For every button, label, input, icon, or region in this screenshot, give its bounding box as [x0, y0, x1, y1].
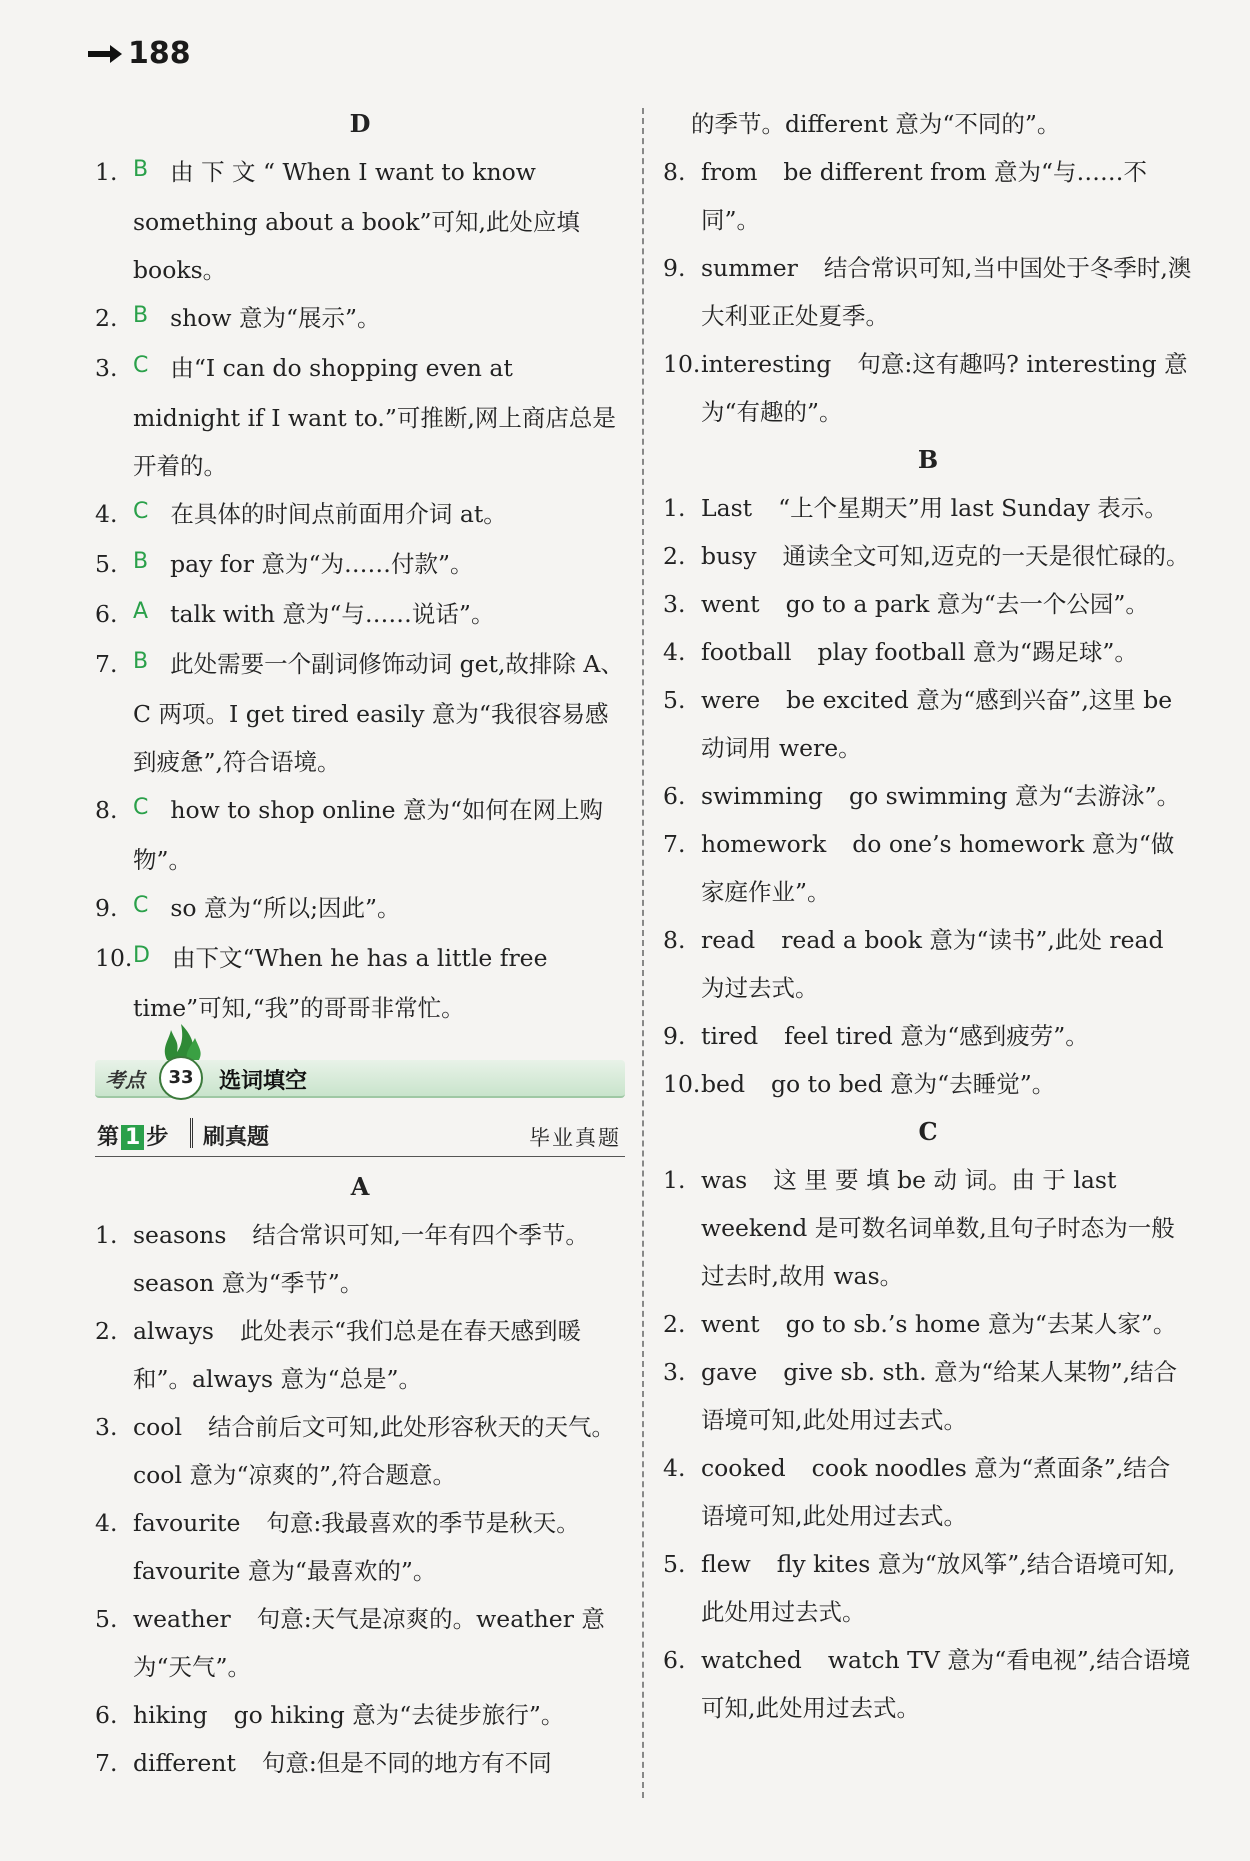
answer-word: favourite	[133, 1509, 241, 1537]
answer-item	[663, 148, 1193, 244]
item-number: 1.	[95, 1221, 118, 1249]
answer-item	[663, 628, 1193, 676]
explanation-text: 由“I can do shopping even at midnight if I want to.”可推断,网上商店总是开着的。	[133, 354, 616, 480]
answer-word: interesting	[701, 350, 832, 378]
section-d-list	[95, 148, 625, 1032]
topic-banner	[95, 1060, 625, 1098]
arrow-icon	[88, 45, 122, 63]
answer-word: football	[701, 638, 792, 666]
answer-item	[95, 540, 625, 590]
left-column	[95, 100, 625, 1787]
answer-item	[663, 580, 1193, 628]
item-number: 7.	[95, 650, 118, 678]
section-title-c: C	[918, 1117, 938, 1146]
item-number: 8.	[95, 796, 118, 824]
step-label-post: 步	[146, 1125, 169, 1150]
answer-word: went	[701, 590, 760, 618]
section-title-d: D	[349, 109, 371, 138]
answer-item	[95, 934, 625, 1032]
answer-word: tired	[701, 1022, 759, 1050]
answer-word: always	[133, 1317, 214, 1345]
answer-item	[95, 786, 625, 884]
answer-word: were	[701, 686, 761, 714]
item-number: 9.	[663, 254, 686, 282]
answer-word: bed	[701, 1070, 745, 1098]
explanation-text: 这 里 要 填 be 动 词。由 于 last weekend 是可数名词单数,且句子时态为一般过去时,故用 was。	[701, 1166, 1175, 1290]
answer-word: different	[133, 1749, 236, 1777]
topic-label: 考点	[105, 1068, 145, 1092]
answer-item	[663, 1060, 1193, 1108]
answer-word: swimming	[701, 782, 823, 810]
explanation-text: 句意:但是不同的地方有不同	[261, 1749, 552, 1777]
explanation-text: 由下文“When he has a little free time”可知,“我”的哥哥非常忙。	[133, 944, 548, 1022]
explanation-text: 结合常识可知,一年有四个季节。season 意为“季节”。	[133, 1221, 589, 1297]
answer-item	[95, 1307, 625, 1403]
answer-item	[663, 820, 1193, 916]
answer-word: cooked	[701, 1454, 786, 1482]
topic-number: 33	[159, 1056, 203, 1100]
answer-item	[663, 916, 1193, 1012]
item-number: 6.	[95, 1701, 118, 1729]
item-number: 3.	[95, 1413, 118, 1441]
step-number: 1	[121, 1125, 144, 1150]
answer-item	[95, 1403, 625, 1499]
answer-word: cool	[133, 1413, 182, 1441]
item-number: 4.	[95, 1509, 118, 1537]
answer-item	[663, 676, 1193, 772]
answer-item	[95, 884, 625, 934]
item-number: 4.	[663, 1454, 686, 1482]
section-a-list	[95, 1211, 625, 1787]
explanation-text: be different from 意为“与……不同”。	[701, 158, 1147, 234]
step-bar	[95, 1112, 625, 1157]
item-number: 8.	[663, 926, 686, 954]
section-a-list-cont	[663, 148, 1193, 436]
explanation-text: “上个星期天”用 last Sunday 表示。	[778, 494, 1168, 522]
answer-item	[663, 532, 1193, 580]
answer-word: Last	[701, 494, 753, 522]
explanation-text: 由 下 文 “ When I want to know something about a book”可知,此处应填 books。	[133, 158, 580, 284]
explanation-text: watch TV 意为“看电视”,结合语境可知,此处用过去式。	[701, 1646, 1191, 1722]
answer-item	[663, 1444, 1193, 1540]
answer-word: was	[701, 1166, 748, 1194]
answer-word: summer	[701, 254, 798, 282]
answer-item	[95, 1499, 625, 1595]
item-number: 5.	[663, 686, 686, 714]
item-number: 2.	[663, 1310, 686, 1338]
flame-icon	[157, 1022, 207, 1060]
column-divider	[642, 108, 644, 1798]
explanation-text: go to bed 意为“去睡觉”。	[771, 1070, 1056, 1098]
right-column	[663, 100, 1193, 1732]
explanation-text: show 意为“展示”。	[170, 304, 381, 332]
answer-word: read	[701, 926, 756, 954]
answer-item	[95, 1691, 625, 1739]
explanation-text: talk with 意为“与……说话”。	[170, 600, 495, 628]
answer-item	[95, 640, 625, 786]
answer-item	[95, 590, 625, 640]
explanation-text: go to a park 意为“去一个公园”。	[785, 590, 1149, 618]
answer-item	[663, 484, 1193, 532]
answer-item	[663, 1156, 1193, 1300]
answer-word: watched	[701, 1646, 802, 1674]
answer-word: flew	[701, 1550, 751, 1578]
answer-word: went	[701, 1310, 760, 1338]
item-number: 8.	[663, 158, 686, 186]
explanation-text: go swimming 意为“去游泳”。	[848, 782, 1181, 810]
answer-word: hiking	[133, 1701, 208, 1729]
answer-item	[663, 340, 1193, 436]
answer-word: homework	[701, 830, 827, 858]
answer-item	[95, 1739, 625, 1787]
item-number: 9.	[95, 894, 118, 922]
choice-letter: D	[133, 943, 150, 968]
section-b-list	[663, 484, 1193, 1108]
step-label	[97, 1120, 168, 1151]
choice-letter: B	[133, 303, 149, 328]
explanation-text: 此处表示“我们总是在春天感到暖和”。always 意为“总是”。	[133, 1317, 582, 1393]
item-number: 7.	[95, 1749, 118, 1777]
choice-letter: B	[133, 549, 149, 574]
step-title: 刷真题	[203, 1125, 270, 1150]
explanation-text: 此处需要一个副词修饰动词 get,故排除 A、C 两项。I get tired easily 意为“我很容易感到疲惫”,符合语境。	[133, 650, 624, 776]
choice-letter: B	[133, 649, 149, 674]
explanation-text: give sb. sth. 意为“给某人某物”,结合语境可知,此处用过去式。	[701, 1358, 1178, 1434]
explanation-text: 结合常识可知,当中国处于冬季时,澳大利亚正处夏季。	[701, 254, 1192, 330]
answer-item	[663, 772, 1193, 820]
item-number: 2.	[663, 542, 686, 570]
item-number: 10.	[663, 350, 701, 378]
item-number: 5.	[95, 1605, 118, 1633]
explanation-text: pay for 意为“为……付款”。	[170, 550, 474, 578]
answer-word: weather	[133, 1605, 231, 1633]
item-number: 5.	[663, 1550, 686, 1578]
item-number: 9.	[663, 1022, 686, 1050]
item-number: 4.	[95, 500, 118, 528]
item-number: 3.	[95, 354, 118, 382]
answer-item	[663, 1540, 1193, 1636]
item-number: 5.	[95, 550, 118, 578]
item-number: 7.	[663, 830, 686, 858]
section-a-continuation: 的季节。different 意为“不同的”。	[691, 110, 1061, 138]
explanation-text: 在具体的时间点前面用介词 at。	[170, 500, 507, 528]
explanation-text: go to sb.’s home 意为“去某人家”。	[785, 1310, 1177, 1338]
answer-word: gave	[701, 1358, 758, 1386]
answer-item	[663, 1300, 1193, 1348]
answer-item	[663, 1636, 1193, 1732]
step-separator	[190, 1118, 193, 1148]
explanation-text: 结合前后文可知,此处形容秋天的天气。cool 意为“凉爽的”,符合题意。	[133, 1413, 615, 1489]
item-number: 6.	[663, 782, 686, 810]
answer-item	[95, 148, 625, 294]
item-number: 1.	[95, 158, 118, 186]
item-number: 10.	[95, 944, 133, 972]
choice-letter: C	[133, 499, 149, 524]
item-number: 10.	[663, 1070, 701, 1098]
choice-letter: C	[133, 353, 149, 378]
page-number-text: 188	[128, 36, 191, 71]
item-number: 3.	[663, 1358, 686, 1386]
explanation-text: 句意:这有趣吗? interesting 意为“有趣的”。	[701, 350, 1188, 426]
item-number: 1.	[663, 494, 686, 522]
answer-item	[663, 1012, 1193, 1060]
explanation-text: go hiking 意为“去徒步旅行”。	[233, 1701, 565, 1729]
choice-letter: C	[133, 893, 149, 918]
explanation-text: fly kites 意为“放风筝”,结合语境可知,此处用过去式。	[701, 1550, 1176, 1626]
answer-word: busy	[701, 542, 757, 570]
answer-item	[95, 1595, 625, 1691]
answer-item	[95, 1211, 625, 1307]
item-number: 1.	[663, 1166, 686, 1194]
section-title-a: A	[350, 1172, 370, 1201]
page-number	[88, 36, 191, 71]
choice-letter: B	[133, 157, 149, 182]
explanation-text: read a book 意为“读书”,此处 read 为过去式。	[701, 926, 1164, 1002]
step-subtitle: 毕业真题	[529, 1126, 621, 1150]
choice-letter: C	[133, 795, 149, 820]
section-title-b: B	[917, 445, 939, 474]
explanation-text: feel tired 意为“感到疲劳”。	[784, 1022, 1089, 1050]
explanation-text: cook noodles 意为“煮面条”,结合语境可知,此处用过去式。	[701, 1454, 1171, 1530]
item-number: 2.	[95, 304, 118, 332]
choice-letter: A	[133, 599, 149, 624]
answer-item	[95, 344, 625, 490]
explanation-text: 句意:我最喜欢的季节是秋天。favourite 意为“最喜欢的”。	[133, 1509, 580, 1585]
item-number: 2.	[95, 1317, 118, 1345]
explanation-text: 通读全文可知,迈克的一天是很忙碌的。	[782, 542, 1190, 570]
explanation-text: be excited 意为“感到兴奋”,这里 be 动词用 were。	[701, 686, 1173, 762]
explanation-text: 句意:天气是凉爽的。weather 意为“天气”。	[133, 1605, 605, 1681]
item-number: 6.	[95, 600, 118, 628]
answer-item	[663, 1348, 1193, 1444]
answer-word: from	[701, 158, 758, 186]
explanation-text: play football 意为“踢足球”。	[817, 638, 1138, 666]
answer-item	[95, 294, 625, 344]
step-label-pre: 第	[97, 1125, 120, 1150]
item-number: 4.	[663, 638, 686, 666]
item-number: 6.	[663, 1646, 686, 1674]
answer-item	[95, 490, 625, 540]
topic-title: 选词填空	[219, 1069, 308, 1094]
answer-item	[663, 244, 1193, 340]
explanation-text: how to shop online 意为“如何在网上购物”。	[133, 796, 604, 874]
section-c-list	[663, 1156, 1193, 1732]
answer-word: seasons	[133, 1221, 227, 1249]
explanation-text: so 意为“所以;因此”。	[170, 894, 401, 922]
item-number: 3.	[663, 590, 686, 618]
explanation-text: do one’s homework 意为“做家庭作业”。	[701, 830, 1175, 906]
